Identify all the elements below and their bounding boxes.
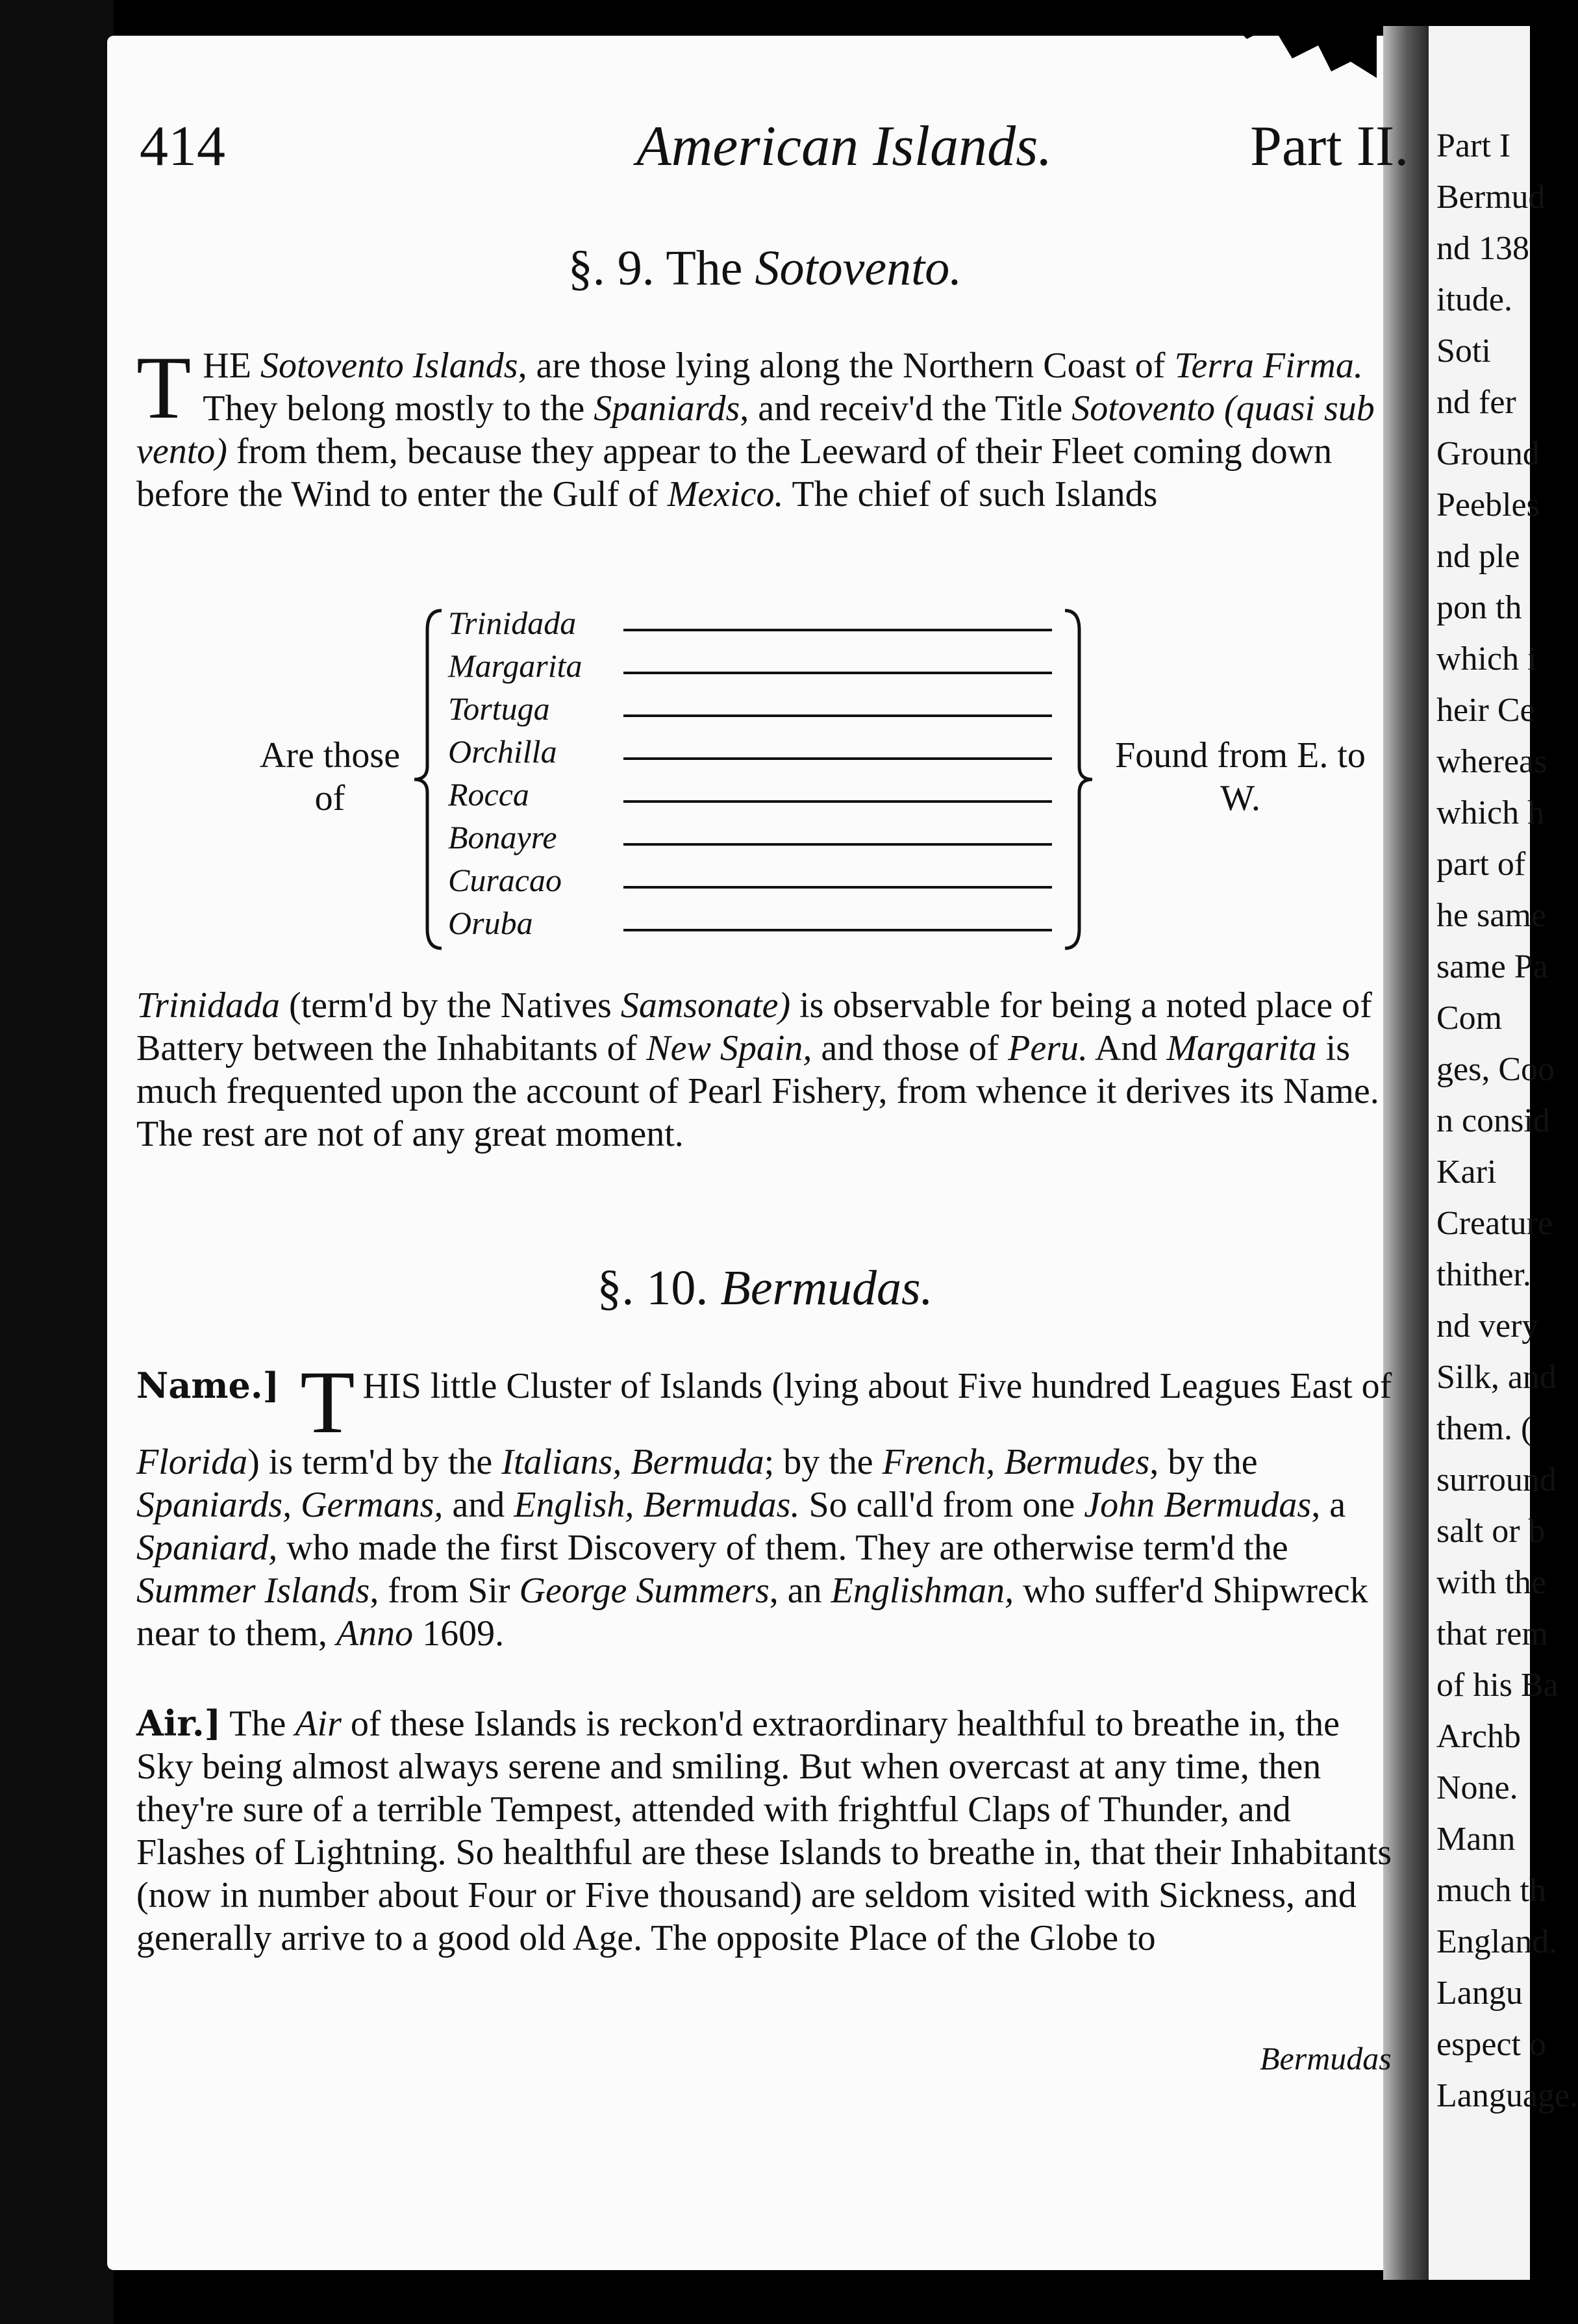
island-name: Trinidada <box>448 605 577 641</box>
text-run: The <box>229 1704 295 1744</box>
right-page-text-fragment: whereas <box>1436 743 1547 780</box>
text-run: Samsonate) <box>620 985 791 1026</box>
leader-dash <box>623 672 1052 674</box>
found-from-label: Found from E. to W. <box>1115 735 1366 818</box>
right-page-text-fragment: of his Ba <box>1436 1667 1559 1704</box>
text-run: , and receiv'd the Title <box>740 388 1072 429</box>
right-page-text-fragment: Part I <box>1436 127 1511 164</box>
right-page-text-fragment: Kari <box>1436 1154 1497 1191</box>
text-run: Summer Islands <box>136 1571 370 1611</box>
text-run: and those of <box>812 1028 1008 1068</box>
right-page-text-fragment: much th <box>1436 1872 1546 1909</box>
right-page-text-fragment: Peebles <box>1436 486 1540 524</box>
running-title: American Islands. <box>636 115 1053 178</box>
text-run: 1609. <box>413 1613 505 1654</box>
right-page-text-fragment: Archb <box>1436 1718 1521 1755</box>
text-run: , an <box>769 1571 831 1611</box>
text-run: French, Bermudes <box>882 1442 1150 1482</box>
text-run: Terra Firma. <box>1174 346 1363 386</box>
right-page-text-fragment: Soti <box>1436 333 1491 370</box>
text-run: Mexico. <box>667 474 784 514</box>
right-page-text-fragment: itude. <box>1436 281 1512 318</box>
text-run: And <box>1088 1028 1167 1068</box>
right-page-text-fragment: None. <box>1436 1769 1518 1806</box>
text-run: Trinidada <box>136 985 280 1026</box>
right-page-text-fragment: Silk, and <box>1436 1359 1557 1396</box>
are-those-of-label: Are those of <box>259 735 401 818</box>
islands-brace-table <box>136 604 1396 955</box>
right-page-text-fragment: nd very <box>1436 1307 1539 1345</box>
text-run: Spaniard, <box>136 1528 278 1568</box>
right-page-text-fragment: surround <box>1436 1461 1557 1498</box>
right-page-text-fragment: with the <box>1436 1564 1546 1601</box>
text-run: Margarita <box>1166 1028 1317 1068</box>
drop-cap-2: T <box>300 1352 355 1452</box>
right-page-text-fragment: nd fer <box>1436 384 1516 421</box>
text-run: The chief of such Islands <box>783 474 1158 514</box>
text-run: So call'd from one <box>799 1485 1084 1525</box>
text-run: of these Islands is reckon'd extraordinary healthful to breathe in, the Sky being almost always serene and smiling. But when overcast at any time, then they're sure of a terrible Tempest, attended with frightful Claps of Thunder, and Flashes of Lightning. So healthful are these Islands to breathe in, that their Inhabitants (now in number about Four or Five thousand) are seldom visited with Sickness, and generally arrive to a good old Age. The opposite Place of the Globe to <box>136 1704 1392 1958</box>
right-page-text-fragment: he same <box>1436 897 1546 934</box>
text-run: is much frequented upon the account of Pearl Fishery, from whence it derives its Name. The rest are not of any great moment. <box>136 1028 1379 1154</box>
leader-dash <box>623 757 1052 760</box>
text-run: Spaniards <box>594 388 740 429</box>
section-9-title: §. 9. The Sotovento. <box>568 241 962 296</box>
text-run: New Spain, <box>646 1028 812 1068</box>
catchword: Bermudas <box>1260 2040 1392 2077</box>
right-page-text-fragment: part of <box>1436 846 1526 883</box>
drop-cap: T <box>136 338 192 437</box>
scan-left-margin <box>0 0 114 2324</box>
text-run: is observable for being a noted place of Battery between the Inhabitants of <box>136 985 1372 1068</box>
island-name: Margarita <box>448 648 582 684</box>
right-page-text-fragment: Ground <box>1436 435 1540 472</box>
name-marker: Name.] <box>136 1365 280 1406</box>
right-page-text-fragment: Mann <box>1436 1821 1516 1858</box>
text-run: ; by the <box>764 1442 883 1482</box>
sotovento-intro <box>136 338 1396 516</box>
right-page-text-fragment: ges, Coo <box>1436 1051 1555 1088</box>
page-number: 414 <box>140 115 225 178</box>
right-page-text-fragment: nd 138 <box>1436 230 1529 267</box>
section-10-title: §. 10. Bermudas. <box>597 1261 933 1315</box>
right-page-text-fragment: Com <box>1436 1000 1503 1037</box>
island-name: Tortuga <box>448 690 550 727</box>
air-paragraph <box>136 1702 1396 1960</box>
island-name: Rocca <box>448 776 529 813</box>
text-run: They belong mostly to the <box>203 388 594 429</box>
island-name: Orchilla <box>448 733 557 770</box>
leader-dash <box>623 800 1052 803</box>
text-run: and <box>443 1485 514 1525</box>
right-page-text-fragment: pon th <box>1436 589 1522 626</box>
text-run: who made the first Discovery of them. They are otherwise term'd the <box>277 1528 1288 1568</box>
text-run: Air <box>295 1704 342 1744</box>
leader-dash <box>623 714 1052 717</box>
right-page-text-fragment: thither. <box>1436 1256 1531 1293</box>
text-run: , a <box>1311 1485 1346 1525</box>
right-page-text-fragment: n consid <box>1436 1102 1550 1139</box>
text-run: Florida <box>136 1442 248 1482</box>
right-brace <box>1058 604 1097 955</box>
text-run: (term'd by the Natives <box>279 985 621 1026</box>
leader-dash <box>623 629 1052 631</box>
text-run: Englishman, <box>831 1571 1014 1611</box>
leader-dash <box>623 929 1052 931</box>
text-run: who suffer'd Shipwreck near to them, <box>136 1571 1368 1654</box>
island-name: Bonayre <box>448 819 557 855</box>
text-run: , are those lying along the Northern Coast of <box>518 346 1175 386</box>
right-page-text-fragment: espect o <box>1436 2026 1546 2063</box>
name-paragraph <box>136 1352 1396 1655</box>
part-label: Part II. <box>1250 115 1409 178</box>
text-run: ) is term'd by the <box>247 1442 502 1482</box>
text-run: HE <box>203 346 260 386</box>
text-run: HIS little Cluster of Islands (lying about Five hundred Leagues East of <box>362 1366 1392 1406</box>
text-run: , from Sir <box>369 1571 520 1611</box>
air-marker: Air.] <box>136 1702 221 1744</box>
torn-corner <box>1182 0 1377 78</box>
trinidada-paragraph <box>136 984 1396 1156</box>
text-run: Sotovento (quasi sub vento) <box>136 388 1375 472</box>
right-page-text-fragment: salt or b <box>1436 1513 1546 1550</box>
text-run: Italians, Bermuda <box>501 1442 764 1482</box>
text-run: John Bermudas <box>1084 1485 1312 1525</box>
text-run: from them, because they appear to the Leeward of their Fleet coming down before the Wind to enter the Gulf of <box>136 431 1333 514</box>
text-run: George Summers <box>519 1571 770 1611</box>
right-page-text-fragment: heir Ce <box>1436 692 1535 729</box>
right-page-text-fragment: Bermud <box>1436 179 1546 216</box>
text-run: Sotovento Islands <box>260 346 518 386</box>
left-brace <box>409 604 448 955</box>
leader-dash <box>623 886 1052 889</box>
text-run: English, Bermudas. <box>514 1485 800 1525</box>
text-run: , by the <box>1149 1442 1258 1482</box>
right-page-text-fragment: England. <box>1436 1923 1558 1960</box>
right-page-text-fragment: which h <box>1436 794 1545 831</box>
right-page-text-fragment: which i <box>1436 640 1537 677</box>
right-page-text-fragment: nd ple <box>1436 538 1520 575</box>
right-page-text-fragment: that rem <box>1436 1615 1548 1652</box>
text-run: Anno <box>336 1613 414 1654</box>
leader-dash <box>623 843 1052 846</box>
intro-text <box>136 338 1375 514</box>
island-name: Oruba <box>448 905 533 941</box>
right-page-text-fragment: same Pa <box>1436 948 1548 985</box>
air-text <box>136 1704 1392 1958</box>
right-page-text-fragment: Creature <box>1436 1205 1553 1242</box>
right-page-text-fragment: Language. <box>1436 2077 1578 2114</box>
text-run: Spaniards, Germans, <box>136 1485 444 1525</box>
right-page-text-fragment: Langu <box>1436 1975 1523 2012</box>
island-name: Curacao <box>448 862 562 898</box>
right-page-text-fragment: them. ( <box>1436 1410 1533 1447</box>
trinidada-text <box>136 985 1379 1154</box>
text-run: Peru. <box>1008 1028 1088 1068</box>
